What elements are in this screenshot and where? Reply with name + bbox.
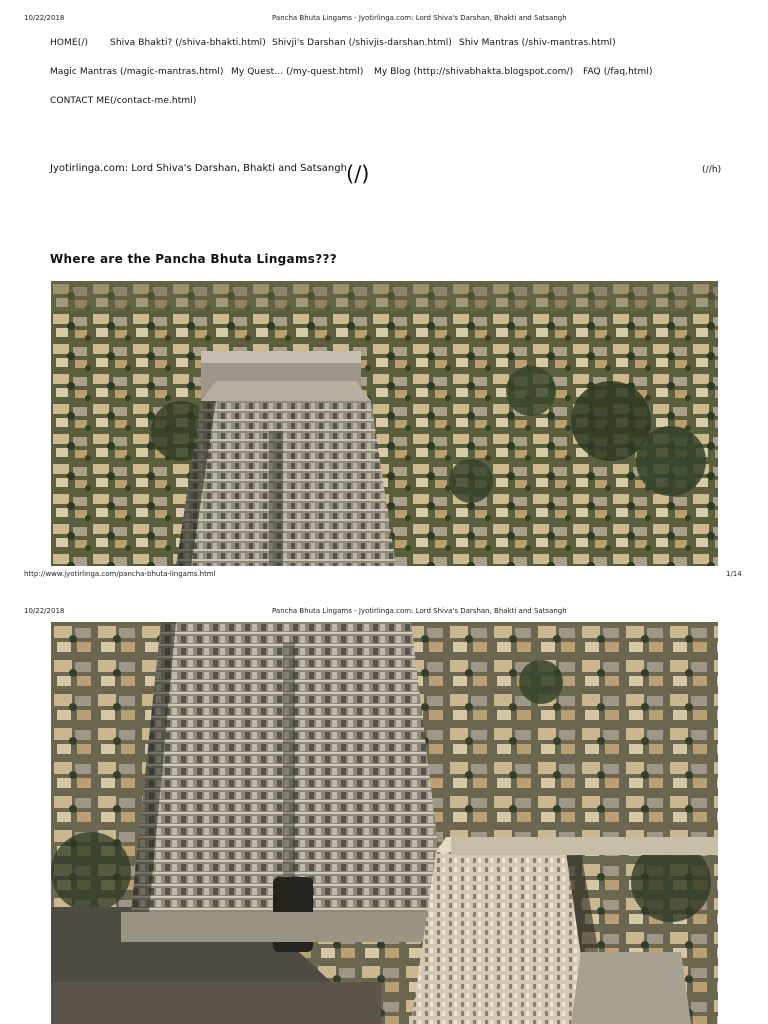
print-page-number: 1/14 <box>726 570 742 578</box>
right-link[interactable]: (//h) <box>702 165 722 175</box>
print-title: Pancha Bhuta Lingams - Jyotirlinga.com: Lord Shiva's Darshan, Bhakti and Satsangh <box>272 14 567 22</box>
temple-gopuram-image <box>51 622 718 1024</box>
temple-photo-top <box>51 281 718 566</box>
print-date: 10/22/2018 <box>24 14 65 22</box>
temple-aerial-image <box>51 281 718 566</box>
nav-home[interactable]: HOME(/) <box>50 38 89 48</box>
home-link[interactable]: (/) <box>346 162 370 186</box>
temple-photo-bottom <box>51 622 718 1024</box>
nav-shiva-bhakti[interactable]: Shiva Bhakti? (/shiva-bhakti.html) <box>110 38 266 48</box>
site-title: Jyotirlinga.com: Lord Shiva's Darshan, Bhakti and Satsangh <box>50 163 347 174</box>
print-title-page2: Pancha Bhuta Lingams - Jyotirlinga.com: Lord Shiva's Darshan, Bhakti and Satsangh <box>272 607 567 615</box>
nav-magic-mantras[interactable]: Magic Mantras (/magic-mantras.html) <box>50 67 224 77</box>
print-url: http://www.jyotirlinga.com/pancha-bhuta-lingams.html <box>24 570 216 578</box>
page-heading: Where are the Pancha Bhuta Lingams??? <box>50 252 337 266</box>
nav-my-quest[interactable]: My Quest... (/my-quest.html) <box>231 67 364 77</box>
nav-shiv-mantras[interactable]: Shiv Mantras (/shiv-mantras.html) <box>459 38 616 48</box>
nav-faq[interactable]: FAQ (/faq.html) <box>583 67 653 77</box>
nav-my-blog[interactable]: My Blog (http://shivabhakta.blogspot.com/) <box>374 67 574 77</box>
nav-shivjis-darshan[interactable]: Shivji's Darshan (/shivjis-darshan.html) <box>272 38 453 48</box>
nav-contact-me[interactable]: CONTACT ME(/contact-me.html) <box>50 96 197 106</box>
print-date-page2: 10/22/2018 <box>24 607 65 615</box>
